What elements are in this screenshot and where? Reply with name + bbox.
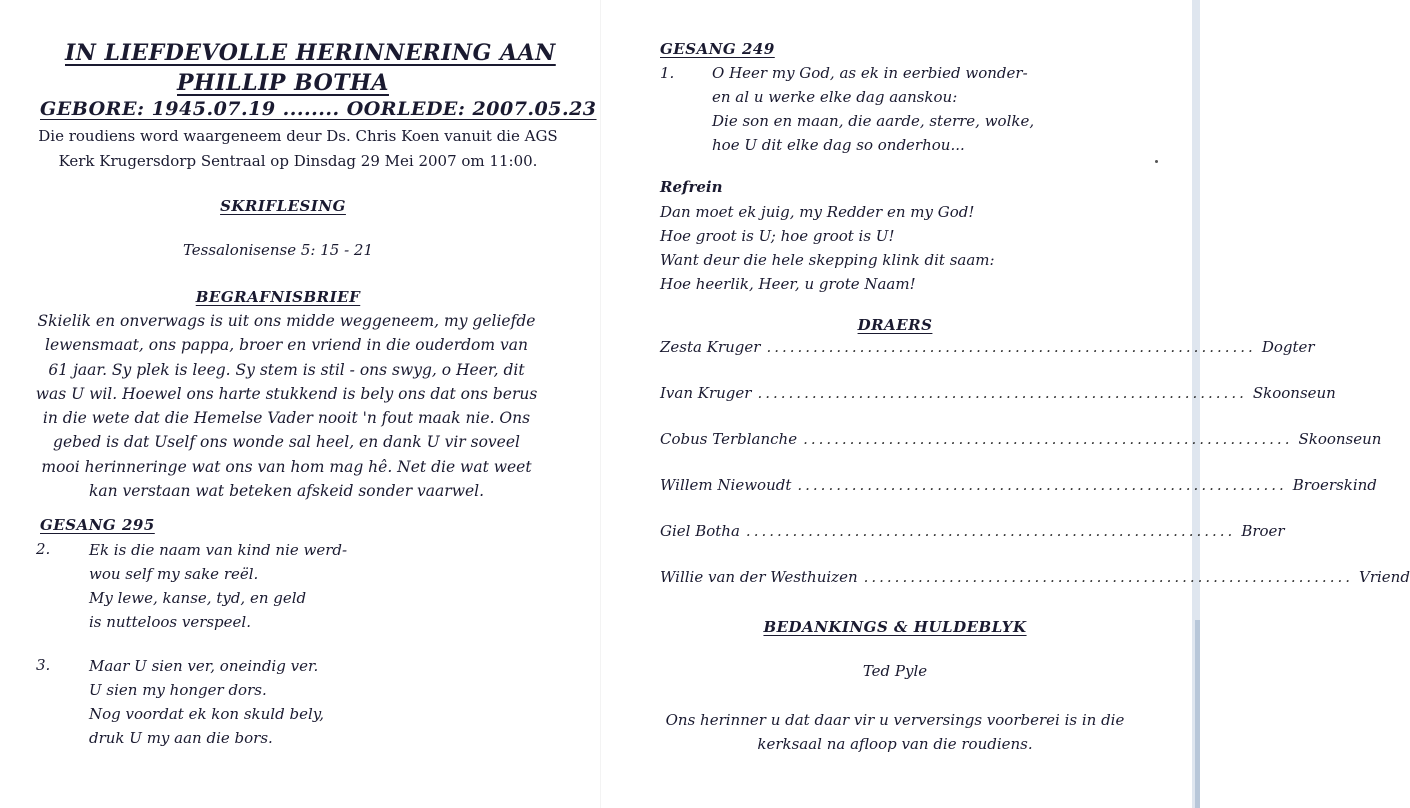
- leader-dots: ...............................................................: [745, 522, 1236, 540]
- bearer-relation: Skoonseun: [1252, 384, 1336, 402]
- verse-line: is nutteloos verspeel.: [89, 613, 251, 631]
- thanks-name: Ted Pyle: [862, 662, 928, 680]
- verse-line: U sien my honger dors.: [89, 681, 267, 699]
- page-fold: [600, 0, 601, 808]
- reading-reference: Tessalonisense 5: 15 - 21: [182, 241, 374, 259]
- hymn-verse: [712, 61, 1034, 157]
- bearer-row: [660, 338, 1315, 356]
- verse-line: en al u werke elke dag aanskou:: [712, 88, 958, 106]
- reading-heading: SKRIFLESING: [220, 197, 346, 215]
- leader-dots: ...............................................................: [797, 476, 1287, 494]
- verse-line: Ek is die naam van kind nie werd-: [89, 541, 348, 559]
- bearer-name: Cobus Terblanche: [660, 430, 798, 448]
- verse-number: 3.: [36, 656, 51, 674]
- bearers-heading: DRAERS: [857, 316, 933, 334]
- bearer-row: [660, 384, 1336, 402]
- page-edge-shadow: [1195, 620, 1200, 808]
- verse-number: 2.: [36, 540, 51, 558]
- bearer-relation: Vriend: [1359, 568, 1410, 586]
- bearer-row: [660, 476, 1377, 494]
- hymn-verse: [89, 654, 324, 750]
- verse-line: Maar U sien ver, oneindig ver.: [89, 657, 319, 675]
- bearer-relation: Skoonseun: [1298, 430, 1382, 448]
- bearer-relation: Broer: [1241, 522, 1285, 540]
- verse-line: O Heer my God, as ek in eerbied wonder-: [712, 64, 1028, 82]
- leader-dots: ...............................................................: [863, 568, 1353, 586]
- bearer-relation: Broerskind: [1292, 476, 1377, 494]
- leader-dots: ...............................................................: [757, 384, 1247, 402]
- thanks-heading: BEDANKINGS & HULDEBLYK: [763, 618, 1027, 636]
- hymn-249-heading: GESANG 249: [660, 40, 775, 58]
- title-line-1: IN LIEFDEVOLLE HERINNERING AAN: [65, 40, 556, 66]
- refrain: [660, 200, 995, 296]
- leader-dots: ...............................................................: [766, 338, 1256, 356]
- hymn-verse: [89, 538, 347, 634]
- refrain-line: Hoe heerlik, Heer, u grote Naam!: [660, 275, 916, 293]
- hymn-295-heading: GESANG 295: [40, 516, 155, 534]
- bearer-row: [660, 430, 1382, 448]
- refrain-line: Dan moet ek juig, my Redder en my God!: [660, 203, 975, 221]
- funeral-letter: Skielik en onverwags is uit ons midde weggeneem, my geliefde lewensmaat, ons pappa, broer en vriend in die ouderdom van 61 jaar. Sy plek is leeg. Sy stem is stil - ons swyg, o Heer, dit was U wil. Hoewel ons harte stukkend is bely ons dat ons berus in die wete dat die Hemelse Vader nooit 'n fout maak nie. Ons gebed is dat Uself ons wonde sal heel, en dank U vir soveel mooi herinneringe wat ons van hom mag hê. Net die wat weet kan verstaan wat beteken afskeid sonder vaarwel.: [35, 312, 538, 501]
- verse-line: hoe U dit elke dag so onderhou...: [712, 136, 965, 154]
- verse-line: Die son en maan, die aarde, sterre, wolke,: [712, 112, 1035, 130]
- bearer-row: [660, 568, 1410, 586]
- bearer-name: Willem Niewoudt: [660, 476, 792, 494]
- verse-line: Nog voordat ek kon skuld bely,: [89, 705, 324, 723]
- title-line-2: PHILLIP BOTHA: [177, 70, 389, 96]
- speck: [1155, 160, 1158, 163]
- bearer-relation: Dogter: [1261, 338, 1315, 356]
- verse-line: My lewe, kanse, tyd, en geld: [89, 589, 307, 607]
- verse-line: druk U my aan die bors.: [89, 729, 273, 747]
- letter-heading: BEGRAFNISBRIEF: [195, 288, 361, 306]
- service-intro: Die roudiens word waargeneem deur Ds. Chris Koen vanuit die AGS Kerk Krugersdorp Sentraal op Dinsdag 29 Mei 2007 om 11:00.: [38, 127, 558, 170]
- closing-note: Ons herinner u dat daar vir u verversings voorberei is in die kerksaal na afloop van die roudiens.: [665, 711, 1125, 753]
- leader-dots: ...............................................................: [803, 430, 1293, 448]
- refrain-label: Refrein: [660, 178, 723, 196]
- verse-number: 1.: [660, 64, 675, 82]
- bearer-name: Ivan Kruger: [660, 384, 752, 402]
- bearer-name: Giel Botha: [660, 522, 740, 540]
- refrain-line: Want deur die hele skepping klink dit saam:: [660, 251, 995, 269]
- bearer-name: Zesta Kruger: [660, 338, 761, 356]
- verse-line: wou self my sake reël.: [89, 565, 259, 583]
- birth-death-dates: GEBORE: 1945.07.19 ........ OORLEDE: 2007.05.23: [40, 98, 597, 120]
- bearer-row: [660, 522, 1285, 540]
- refrain-line: Hoe groot is U; hoe groot is U!: [660, 227, 895, 245]
- bearer-name: Willie van der Westhuizen: [660, 568, 858, 586]
